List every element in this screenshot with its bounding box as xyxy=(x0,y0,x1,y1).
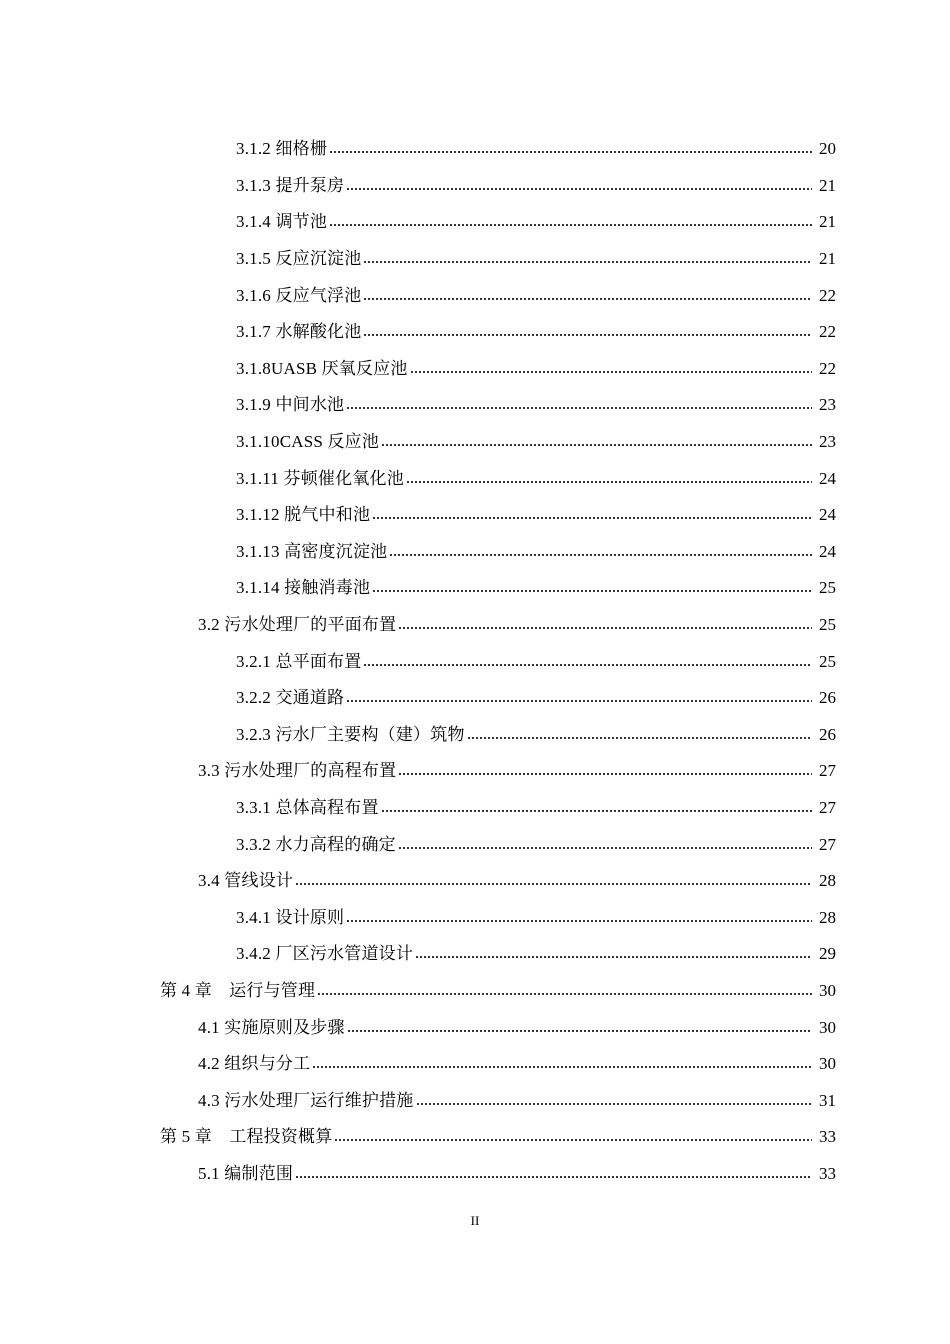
toc-entry-title: 3.4 管线设计 xyxy=(198,871,294,891)
toc-entry[interactable] xyxy=(0,753,950,790)
toc-entry-page-number: 26 xyxy=(819,724,836,744)
dot-leader xyxy=(363,656,812,668)
dot-leader xyxy=(363,253,812,265)
toc-entry-page-number: 20 xyxy=(819,139,836,159)
page-footer-number: II xyxy=(470,1213,480,1228)
toc-entry-page-number: 21 xyxy=(819,212,836,232)
toc-entry-page-number: 25 xyxy=(819,578,836,598)
dot-leader xyxy=(346,180,812,192)
toc-entry[interactable] xyxy=(0,1082,950,1119)
toc-entry-page-number: 27 xyxy=(819,797,836,817)
toc-entry[interactable] xyxy=(0,643,950,680)
dot-leader xyxy=(346,399,812,411)
dot-leader xyxy=(381,802,812,814)
toc-entry-page-number: 30 xyxy=(819,1054,836,1074)
toc-entry-title: 4.1 实施原则及步骤 xyxy=(198,1017,345,1037)
toc-entry-page-number: 23 xyxy=(819,432,836,452)
toc-entry-title: 第 4 章 运行与管理 xyxy=(160,980,316,1000)
toc-entry[interactable] xyxy=(0,424,950,461)
toc-entry-title: 4.2 组织与分工 xyxy=(198,1054,311,1074)
toc-entry[interactable] xyxy=(0,204,950,241)
table-of-contents xyxy=(0,131,950,1192)
toc-entry-page-number: 29 xyxy=(819,944,836,964)
dot-leader xyxy=(346,692,812,704)
toc-entry-page-number: 25 xyxy=(819,651,836,671)
dot-leader xyxy=(295,1168,812,1180)
toc-entry-title: 3.1.14 接触消毒池 xyxy=(236,578,371,598)
toc-entry-title: 3.1.10CASS 反应池 xyxy=(236,432,380,452)
toc-entry-title: 3.2.1 总平面布置 xyxy=(236,651,362,671)
dot-leader xyxy=(416,1095,813,1107)
toc-entry-title: 3.2.2 交通道路 xyxy=(236,688,345,708)
dot-leader xyxy=(372,509,812,521)
dot-leader xyxy=(410,363,812,375)
dot-leader xyxy=(363,290,812,302)
dot-leader xyxy=(372,582,812,594)
dot-leader xyxy=(334,1131,812,1143)
toc-entry[interactable] xyxy=(0,351,950,388)
dot-leader xyxy=(347,1022,812,1034)
toc-entry-title: 3.1.3 提升泵房 xyxy=(236,175,345,195)
toc-entry[interactable] xyxy=(0,534,950,571)
toc-entry-title: 3.3 污水处理厂的高程布置 xyxy=(198,761,397,781)
toc-entry-title: 3.1.11 芬顿催化氧化池 xyxy=(236,468,404,488)
toc-entry-title: 3.4.2 厂区污水管道设计 xyxy=(236,944,414,964)
dot-leader xyxy=(389,546,812,558)
toc-entry[interactable] xyxy=(0,570,950,607)
toc-entry-page-number: 30 xyxy=(819,1017,836,1037)
toc-entry-title: 4.3 污水处理厂运行维护措施 xyxy=(198,1090,414,1110)
toc-entry-page-number: 25 xyxy=(819,615,836,635)
toc-entry-title: 3.1.13 高密度沉淀池 xyxy=(236,541,388,561)
toc-entry-title: 3.1.6 反应气浮池 xyxy=(236,285,362,305)
toc-entry[interactable] xyxy=(0,131,950,168)
toc-entry[interactable] xyxy=(0,241,950,278)
toc-entry-page-number: 31 xyxy=(819,1090,836,1110)
toc-entry-title: 3.1.8UASB 厌氧反应池 xyxy=(236,358,408,378)
toc-entry-title: 第 5 章 工程投资概算 xyxy=(160,1127,333,1147)
toc-entry-page-number: 22 xyxy=(819,322,836,342)
toc-entry[interactable] xyxy=(0,790,950,827)
toc-entry-page-number: 28 xyxy=(819,907,836,927)
dot-leader xyxy=(381,436,812,448)
toc-entry-page-number: 30 xyxy=(819,980,836,1000)
dot-leader xyxy=(329,216,812,228)
toc-entry[interactable] xyxy=(0,607,950,644)
toc-entry-page-number: 23 xyxy=(819,395,836,415)
toc-entry-page-number: 24 xyxy=(819,468,836,488)
dot-leader xyxy=(295,875,812,887)
toc-entry-title: 3.2 污水处理厂的平面布置 xyxy=(198,615,397,635)
dot-leader xyxy=(329,143,812,155)
toc-entry[interactable] xyxy=(0,277,950,314)
toc-entry-title: 3.4.1 设计原则 xyxy=(236,907,345,927)
toc-entry[interactable] xyxy=(0,168,950,205)
toc-entry[interactable] xyxy=(0,973,950,1010)
toc-entry[interactable] xyxy=(0,899,950,936)
toc-entry-page-number: 21 xyxy=(819,249,836,269)
toc-entry[interactable] xyxy=(0,460,950,497)
dot-leader xyxy=(363,326,812,338)
toc-entry-page-number: 26 xyxy=(819,688,836,708)
toc-entry[interactable] xyxy=(0,717,950,754)
dot-leader xyxy=(467,729,812,741)
toc-entry[interactable] xyxy=(0,1156,950,1193)
dot-leader xyxy=(398,619,812,631)
toc-entry-title: 3.1.2 细格栅 xyxy=(236,139,328,159)
toc-entry-page-number: 33 xyxy=(819,1163,836,1183)
toc-entry[interactable] xyxy=(0,1009,950,1046)
toc-entry-page-number: 27 xyxy=(819,834,836,854)
dot-leader xyxy=(398,839,812,851)
toc-entry[interactable] xyxy=(0,387,950,424)
toc-entry[interactable] xyxy=(0,1046,950,1083)
toc-entry-title: 3.3.2 水力高程的确定 xyxy=(236,834,396,854)
toc-entry-page-number: 28 xyxy=(819,871,836,891)
toc-entry[interactable] xyxy=(0,936,950,973)
toc-entry-page-number: 24 xyxy=(819,505,836,525)
dot-leader xyxy=(312,1058,812,1070)
dot-leader xyxy=(415,948,812,960)
toc-entry-title: 3.1.4 调节池 xyxy=(236,212,328,232)
dot-leader xyxy=(317,985,812,997)
toc-entry[interactable] xyxy=(0,497,950,534)
toc-entry[interactable] xyxy=(0,826,950,863)
toc-entry-title: 3.1.9 中间水池 xyxy=(236,395,345,415)
toc-entry[interactable] xyxy=(0,680,950,717)
toc-entry-title: 3.2.3 污水厂主要构（建）筑物 xyxy=(236,724,465,744)
toc-entry-title: 3.1.7 水解酸化池 xyxy=(236,322,362,342)
toc-entry-title: 3.1.12 脱气中和池 xyxy=(236,505,371,525)
toc-entry-title: 3.1.5 反应沉淀池 xyxy=(236,249,362,269)
toc-entry-title: 5.1 编制范围 xyxy=(198,1163,294,1183)
toc-entry[interactable] xyxy=(0,314,950,351)
toc-entry[interactable] xyxy=(0,1119,950,1156)
dot-leader xyxy=(398,765,812,777)
dot-leader xyxy=(406,473,812,485)
toc-entry-page-number: 27 xyxy=(819,761,836,781)
toc-entry[interactable] xyxy=(0,863,950,900)
toc-entry-page-number: 22 xyxy=(819,358,836,378)
dot-leader xyxy=(346,912,812,924)
toc-entry-page-number: 21 xyxy=(819,175,836,195)
toc-entry-page-number: 33 xyxy=(819,1127,836,1147)
toc-entry-page-number: 22 xyxy=(819,285,836,305)
toc-entry-page-number: 24 xyxy=(819,541,836,561)
toc-entry-title: 3.3.1 总体高程布置 xyxy=(236,797,379,817)
